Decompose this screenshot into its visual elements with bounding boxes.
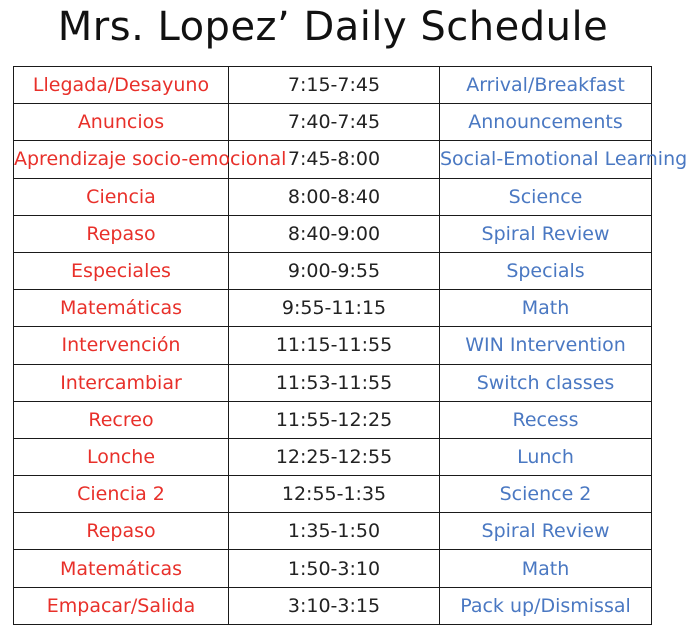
table-row — [14, 438, 652, 475]
spanish-activity-cell: Empacar/Salida — [14, 587, 229, 624]
spanish-activity-cell: Ciencia — [14, 178, 229, 215]
table-row — [14, 550, 652, 587]
table-row — [14, 476, 652, 513]
spanish-activity-cell: Aprendizaje socio-emocional — [14, 141, 229, 178]
table-row — [14, 252, 652, 289]
table-row — [14, 401, 652, 438]
english-activity-cell: Pack up/Dismissal — [440, 587, 652, 624]
table-row — [14, 215, 652, 252]
english-activity-cell: Lunch — [440, 438, 652, 475]
spanish-activity-cell: Llegada/Desayuno — [14, 67, 229, 104]
table-row — [14, 513, 652, 550]
time-cell: 9:55-11:15 — [229, 290, 440, 327]
spanish-activity-cell: Repaso — [14, 215, 229, 252]
english-activity-cell: Math — [440, 290, 652, 327]
time-cell: 11:15-11:55 — [229, 327, 440, 364]
table-row — [14, 141, 652, 178]
spanish-activity-cell: Matemáticas — [14, 290, 229, 327]
time-cell: 12:25-12:55 — [229, 438, 440, 475]
english-activity-cell: Recess — [440, 401, 652, 438]
spanish-activity-cell: Repaso — [14, 513, 229, 550]
schedule-table — [13, 66, 687, 625]
time-cell: 1:50-3:10 — [229, 550, 440, 587]
english-activity-cell: Specials — [440, 252, 652, 289]
spanish-activity-cell: Especiales — [14, 252, 229, 289]
time-cell: 7:15-7:45 — [229, 67, 440, 104]
english-activity-cell: Math — [440, 550, 652, 587]
spanish-activity-cell: Intervención — [14, 327, 229, 364]
time-cell: 7:40-7:45 — [229, 104, 440, 141]
english-activity-cell: Science 2 — [440, 476, 652, 513]
spanish-activity-cell: Recreo — [14, 401, 229, 438]
english-activity-cell: Science — [440, 178, 652, 215]
time-cell: 3:10-3:15 — [229, 587, 440, 624]
english-activity-cell: Switch classes — [440, 364, 652, 401]
english-activity-cell: WIN Intervention — [440, 327, 652, 364]
spanish-activity-cell: Anuncios — [14, 104, 229, 141]
spanish-activity-cell: Ciencia 2 — [14, 476, 229, 513]
table-row — [14, 364, 652, 401]
time-cell: 1:35-1:50 — [229, 513, 440, 550]
time-cell: 12:55-1:35 — [229, 476, 440, 513]
spanish-activity-cell: Lonche — [14, 438, 229, 475]
table-row — [14, 104, 652, 141]
english-activity-cell: Social-Emotional Learning — [440, 141, 652, 178]
time-cell: 11:53-11:55 — [229, 364, 440, 401]
english-activity-cell: Announcements — [440, 104, 652, 141]
time-cell: 11:55-12:25 — [229, 401, 440, 438]
english-activity-cell: Arrival/Breakfast — [440, 67, 652, 104]
time-cell: 7:45-8:00 — [229, 141, 440, 178]
table-row — [14, 178, 652, 215]
table-row — [14, 587, 652, 624]
english-activity-cell: Spiral Review — [440, 513, 652, 550]
english-activity-cell: Spiral Review — [440, 215, 652, 252]
time-cell: 8:40-9:00 — [229, 215, 440, 252]
table-row — [14, 290, 652, 327]
spanish-activity-cell: Matemáticas — [14, 550, 229, 587]
time-cell: 8:00-8:40 — [229, 178, 440, 215]
table-row — [14, 67, 652, 104]
table-row — [14, 327, 652, 364]
page-title: Mrs. Lopez’ Daily Schedule — [57, 4, 609, 50]
time-cell: 9:00-9:55 — [229, 252, 440, 289]
spanish-activity-cell: Intercambiar — [14, 364, 229, 401]
